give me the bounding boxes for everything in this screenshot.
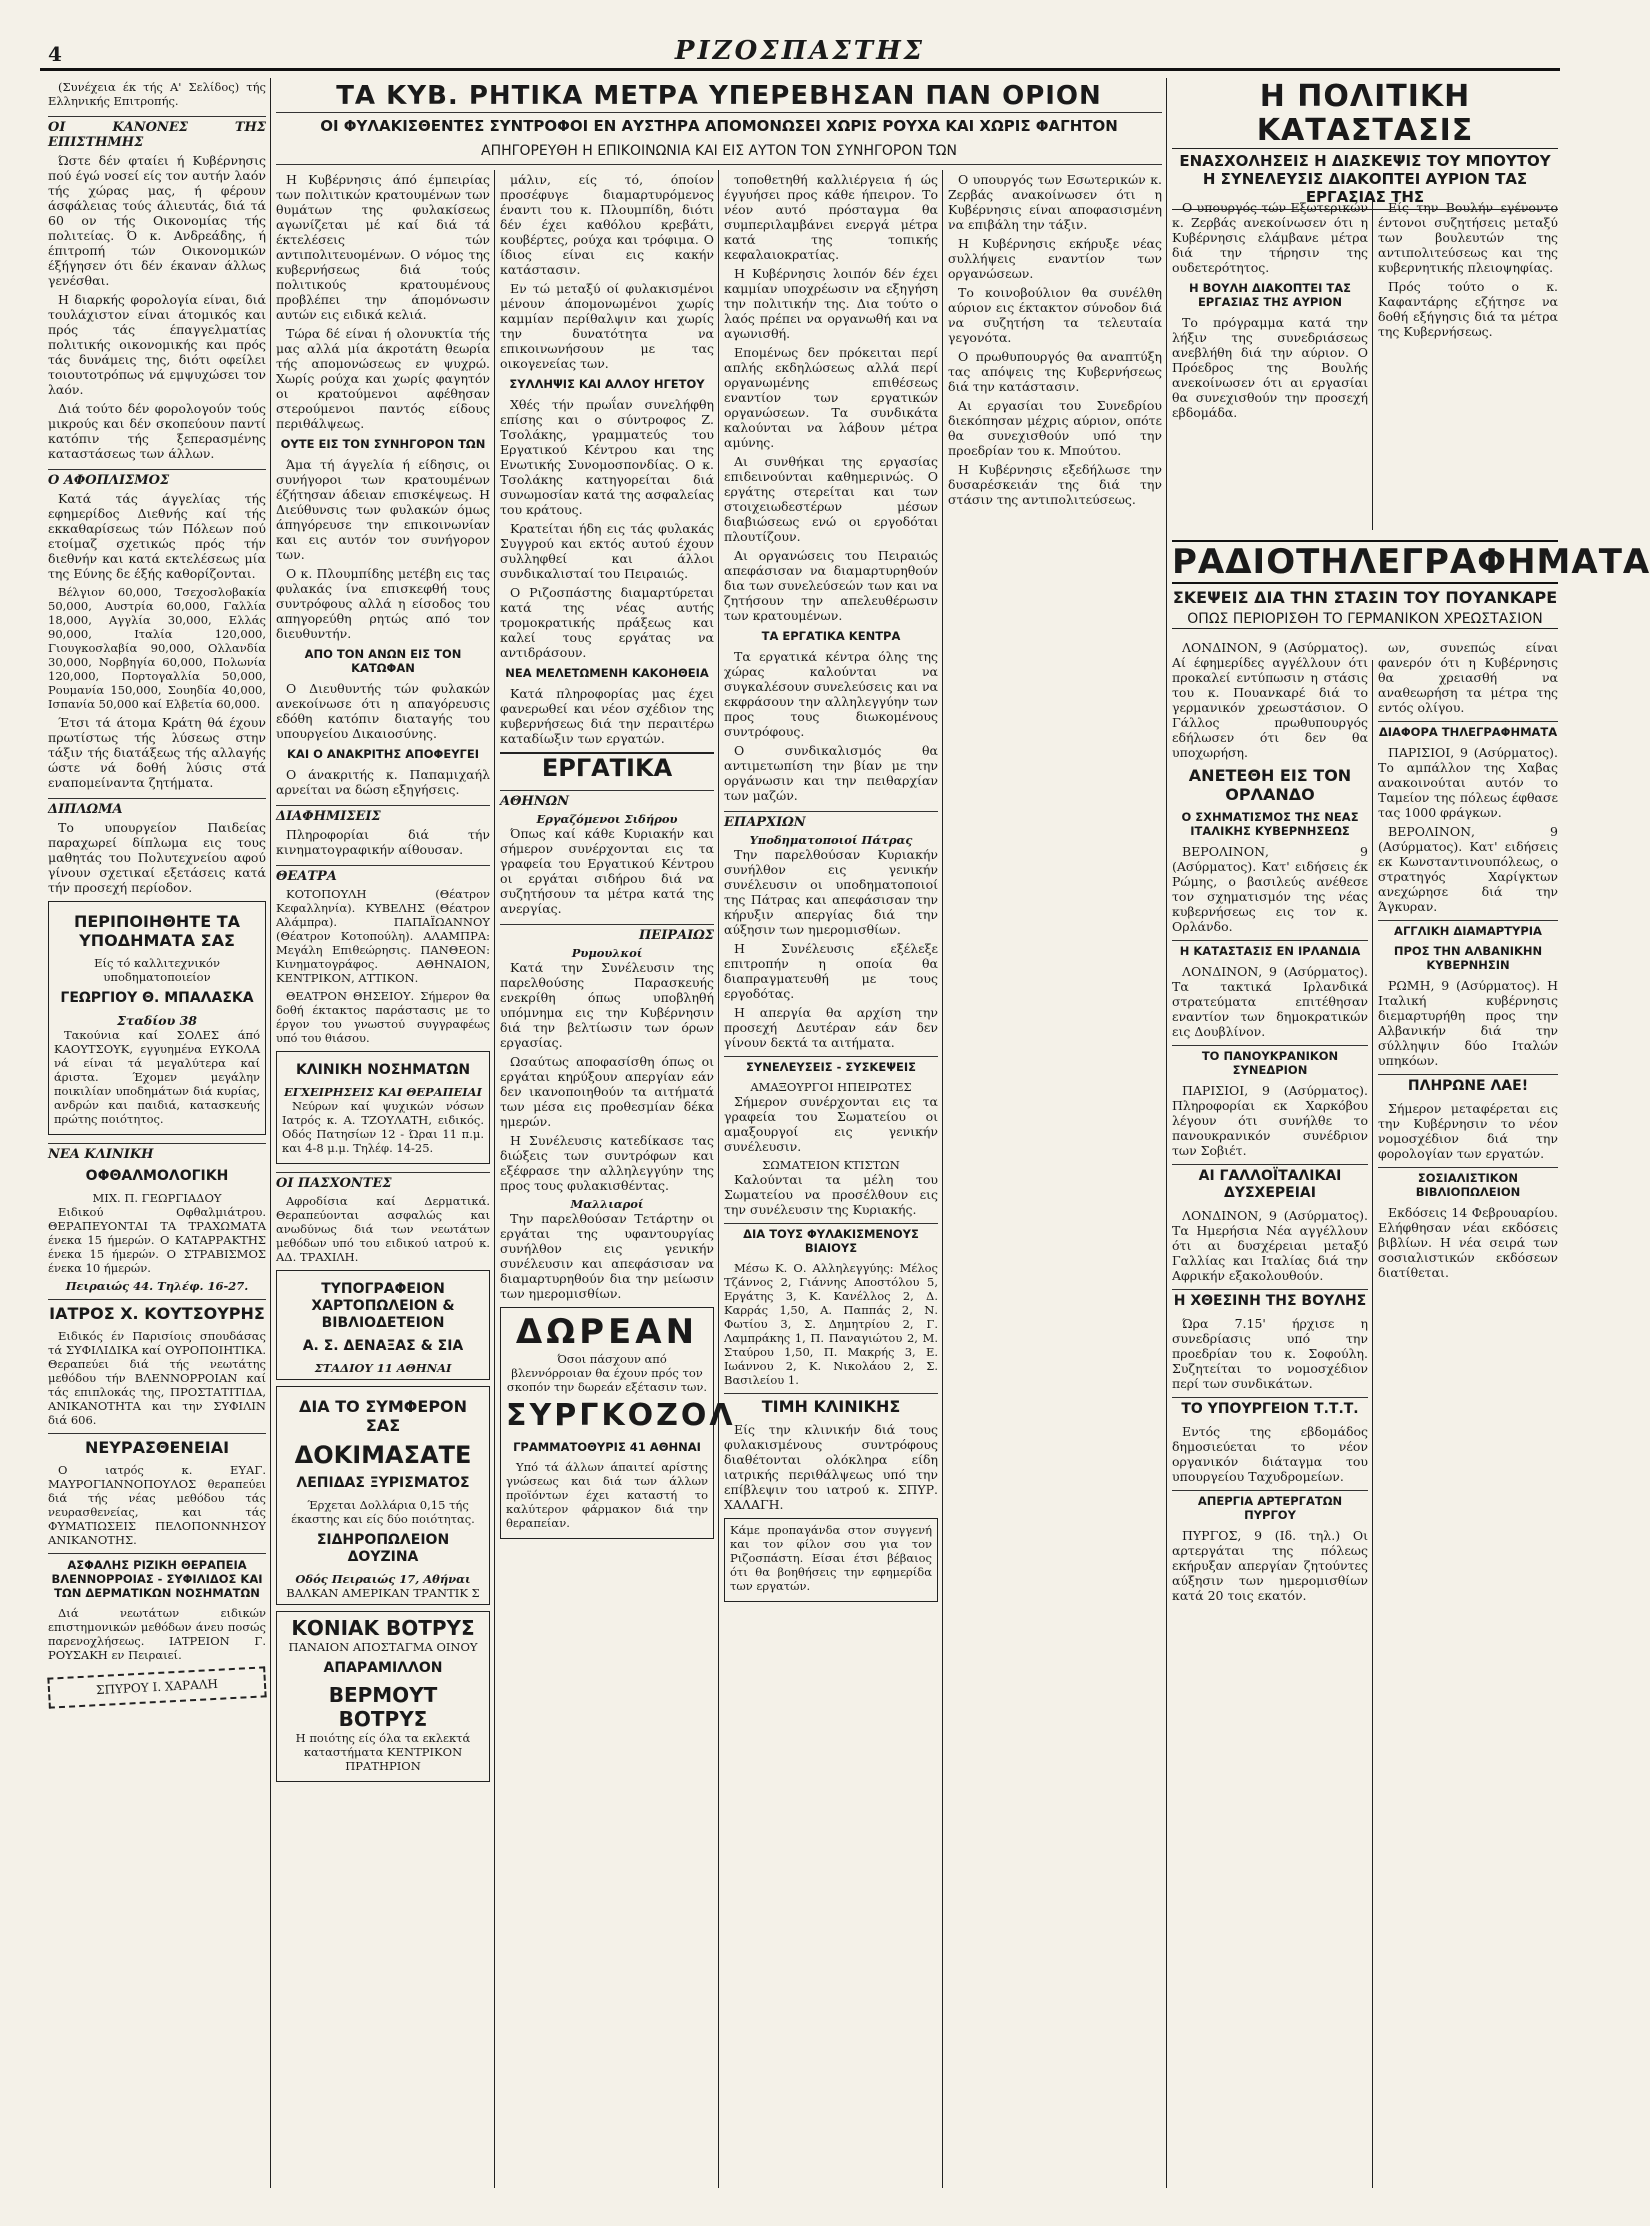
article-paragraph: Ο συνδικαλισμός θα αντιμετωπίση την βίαν με την οργάνωσιν και την πειθαρχίαν των μαζών. [724,743,938,803]
article-paragraph: Χθές τήν πρωΐαν συνελήφθη επίσης και ο σύντροφος Ζ. Τσολάκης, γραμματεύς του Εργατικού Κέντρου και της Ενωτικής Συνομοσπονδίας. Ο κ. Τσολάκης κατηγορείται διά συνωμοσίαν κατά της ασφαλείας του κράτους. [500,397,714,517]
article-paragraph: Η Συνέλευσις εξέλεξε επιτροπήν η οποία θα διαπραγματευθή με τους εργοδότας. [724,941,938,1001]
ad-title: ΙΑΤΡΟΣ Χ. ΚΟΥΤΣΟΥΡΗΣ [48,1299,266,1323]
article-subheading: ΑΠΕΡΓΙΑ ΑΡΤΕΡΓΑΤΩΝ ΠΥΡΓΟΥ [1172,1490,1368,1522]
ad-address: ΓΡΑΜΜΑΤΟΘΥΡΙΣ 41 ΑΘΗΝΑΙ [513,1440,701,1454]
article-paragraph: Ο υπουργός των Εσωτερικών κ. Ζερβάς ανακοίνωσεν ότι η Κυβέρνησις είναι αποφασισμένη να επιβάλη την τάξιν. [948,172,1162,232]
article-paragraph: Η διαρκής φορολογία είναι, διά τουλάχιστον είναι άτομικός και πρός τάς έπαγγελματίας πολιτικής οικονομικής και πρός τάς δυνάμεις της, διότι οφείλει τοιουτοτρόπως νά εμψυχώσει τον λαόν. [48,292,266,397]
column-2 [276,172,490,2190]
article-paragraph: Διά τούτο δέν φορολογούν τούς μικρούς και δέν σκοπεύουν παντί κατόπιν τής ξεπερασμένης καταστάσεως των άλλων. [48,401,266,461]
section-heading: ΑΘΗΝΩΝ [500,790,714,809]
article-paragraph: Αι συνθήκαι της εργασίας επιδεινούνται καθημερινώς. Ο εργάτης στερείται και των στοιχειωδεστέρων μέσων διαβιώσεως ενώ οι εργοδόται πλουτίζουν. [724,454,938,544]
ad-address: Οδός Πειραιώς 17, Αθήναι [295,1572,471,1586]
article-paragraph: Ο Διευθυντής τών φυλακών ανεκοίνωσε ότι η απαγόρευσις εδόθη κατόπιν διαταγής του υπουργείου Δικαιοσύνης. [276,681,490,741]
article-subheading: ΠΛΗΡΩΝΕ ΛΑΕ! [1378,1074,1558,1095]
article-subheading: Ρυμουλκοί [571,946,643,960]
propaganda-box [724,1518,938,1602]
continuation-note: (Συνέχεια έκ τής Α' Σελίδος) τής Ελληνικής Επιτροπής. [48,80,266,108]
ad-subtitle: ΑΠΑΡΑΜΙΛΛΟΝ [323,1660,443,1676]
main-subheadline-2: ΑΠΗΓΟΡΕΥΘΗ Η ΕΠΙΚΟΙΝΩΝΙΑ ΚΑΙ ΕΙΣ ΑΥΤΟΝ ΤΟΝ ΣΥΝΗΓΟΡΟΝ ΤΩΝ [276,142,1162,165]
section-heading: ΘΕΑΤΡΑ [276,865,490,884]
ad-title: ΔΟΚΙΜΑΣΑΤΕ [294,1441,472,1469]
column-4 [724,172,938,2190]
article-subheading: ΚΑΙ Ο ΑΝΑΚΡΙΤΗΣ ΑΠΟΦΕΥΓΕΙ [287,747,479,761]
article-paragraph: Έτσι τά άτομα Κράτη θά έχουν πρωτίστως τής λύσεως στην τάξιν τής διατάξεως τής αλλαγής ώστε νά δοθή λύσις στά εναπομείναντα ζητήματα. [48,715,266,790]
article-paragraph: ΛΟΝΔΙΝΟΝ, 9 (Ασύρματος). Τα Ημερήσια Νέα αγγέλλουν ότι αι δυσχέρειαι μεταξύ Γαλλίας και Ιταλίας διά την Αφρικήν εξακολουθούν. [1172,1208,1368,1283]
article-subheading: ΑΜΑΞΟΥΡΓΟΙ ΗΠΕΙΡΩΤΕΣ [750,1080,912,1094]
radio-telegrams-subtitle-2: ΟΠΩΣ ΠΕΡΙΟΡΙΣΘΗ ΤΟ ΓΕΡΜΑΝΙΚΟΝ ΧΡΕΩΣΤΑΣΙΟΝ [1172,610,1558,629]
article-paragraph: Η Κυβέρνησις λοιπόν δέν έχει καμμίαν υποχρέωσιν να εξηγήση την πολιτικήν της. Δια τούτο ο λαός πρέπει να οργανωθή και να αγωνισθή. [724,266,938,341]
section-heading: Ο ΑΦΟΠΛΙΣΜΟΣ [48,469,266,488]
main-subheadline: ΟΙ ΦΥΛΑΚΙΣΘΕΝΤΕΣ ΣΥΝΤΡΟΦΟΙ ΕΝ ΑΥΣΤΗΡΑ ΑΠΟΜΟΝΩΣΕΙ ΧΩΡΙΣ ΡΟΥΧΑ ΚΑΙ ΧΩΡΙΣ ΦΑΓΗΤΟΝ [320,117,1118,135]
ad-text: Έρχεται Δολλάρια 0,15 τής έκαστης και είς δύο ποιότητας. [291,1498,475,1526]
article-paragraph: ΛΟΝΔΙΝΟΝ, 9 (Ασύρματος). Αί έφημερίδες αγγέλλουν ότι προκαλεί εντύπωσιν η στάσις του κ. Πουανκαρέ διά το γερμανικόν χρεωστάσιον. Ο Γάλλος πρωθυπουργός εδήλωσεν ότι δεν θα υποχωρήση. [1172,640,1368,760]
article-subheading: ΤΑ ΕΡΓΑΤΙΚΑ ΚΕΝΤΡΑ [761,629,901,643]
article-paragraph: Ώστε δέν φταίει ή Κυβέρνησις πού έγώ νοσεί είς τον αυτήν λαόν τής χώρας μας, ή φέρουν άσφάλειας τούς άλιευτάς, διά τά 60 ον τής Οικονομίας τής πολιτείας. Ό κ. Ανδρεάδης, ή έπιτροπή τών Οικονομικών έξήγησεν ότι δέν έκαναν άλλως γενέσθαι. [48,153,266,288]
article-paragraph: ΒΕΡΟΛΙΝΟΝ, 9 (Ασύρματος). Κατ' ειδήσεις εκ Κωνσταντινουπόλεως, ο στρατηγός Χαρίγκτων ανεχώρησε διά την Άγκυραν. [1378,824,1558,914]
article-subheading: ΑΠΟ ΤΟΝ ΑΝΩΝ ΕΙΣ ΤΟΝ ΚΑΤΩΦΑΝ [304,647,462,675]
main-headline: ΤΑ ΚΥΒ. ΡΗΤΙΚΑ ΜΕΤΡΑ ΥΠΕΡΕΒΗΣΑΝ ΠΑΝ ΟΡΙΟΝ [276,80,1162,113]
article-paragraph: Η Κυβέρνησις άπό έμπειρίας των πολιτικών κρατουμένων των θυμάτων της φυλακίσεως αγωνίζεται μέ καί διά τά έκτελέσεις τών αντιπολιτευομένων. Ο νόμος της κυβερνήσεως διά τούς πολιτικούς κρατουμένους προβλέπει την άπομόνωσιν αυτών εις ειδικά κελιά. [276,172,490,322]
article-paragraph: Η Συνέλευσις κατεδίκασε τας διώξεις των συντρόφων και εξέφρασε την αλληλεγγύην της προς τους φυλακισθέντας. [500,1133,714,1193]
article-paragraph: Κατά την Συνέλευσιν της παρελθούσης Παρασκευής ενεκρίθη όπως υποβληθή υπόμνημα εις την Κυβέρνησιν διά την βελτίωσιν των όρων εργασίας. [500,960,714,1050]
ad-address: Σταδίου 38 [116,1013,197,1028]
section-subtitle: ΕΝΑΣΧΟΛΗΣΕΙΣ Η ΔΙΑΣΚΕΨΙΣ ΤΟΥ ΜΠΟΥΤΟΥ [1179,152,1551,170]
publisher-stamp [47,1666,266,1708]
article-paragraph: τοποθετηθή καλλιέργεια ή ώς έγγυήσει προς κάθε ήπειρον. Το νέον αυτό πρόσταγμα θα συμπεριλαμβάνει ενεργά μέτρα κατά της τοπικής κεφαλαιοκρατίας. [724,172,938,262]
section-heading: ΔΙΑΦΗΜΙΣΕΙΣ [276,805,490,824]
ad-title: ΠΕΡΙΠΟΙΗΘΗΤΕ ΤΑ ΥΠΟΔΗΜΑΤΑ ΣΑΣ [73,912,241,950]
article-subheading: ΣΩΜΑΤΕΙΟΝ ΚΤΙΣΤΩΝ [762,1158,900,1172]
article-paragraph: Τα εργατικά κέντρα όλης της χώρας καλούνται να συγκαλέσουν συνελεύσεις και να εκφράσουν την αλληλεγγύην των προς τους διωκομένους συντρόφους. [724,649,938,739]
article-paragraph: Ο Ριζοσπάστης διαμαρτύρεται κατά της νέας αυτής τρομοκρατικής πράξεως και καλεί τους εργάτας να αντιδράσουν. [500,585,714,660]
paper-name: ΡΙΖΟΣΠΑΣΤΗΣ [674,36,926,66]
article-paragraph: Ώρα 7.15' ήρχισε η συνεδρίασις υπό την προεδρίαν του κ. Σοφούλη. Συζητείται το νομοσχέδιον περί των συνδικάτων. [1172,1316,1368,1391]
article-subheading: Εργαζόμενοι Σιδήρου [536,812,678,826]
clinic-advertisement [276,1051,490,1164]
article-paragraph: ΡΩΜΗ, 9 (Ασύρματος). Η Ιταλική κυβέρνησις διεμαρτυρήθη προς την Αλβανικήν διά την σύλληψιν δύο Ιταλών υπηκόων. [1378,978,1558,1068]
ad-address: Πειραιώς 44. Τηλέφ. 16-27. [65,1279,249,1293]
article-paragraph: Αι οργανώσεις του Πειραιώς απεφάσισαν να διαμαρτυρηθούν δια των συνελεύσεών των και να ζητήσουν την απελευθέρωσιν των κρατουμένων. [724,548,938,623]
article-paragraph: ΠΑΡΙΣΙΟΙ, 9 (Ασύρματος). Το αμπάλλον της Χαβας ανακοινούται αυτόν το Ταμείον της πόλεως έφθασε τας 1000 φράγκων. [1378,745,1558,820]
article-paragraph: Κατά πληροφορίας μας έχει φανερωθεί και νέον σχέδιον της κυβερνήσεως διά την περαιτέρω καταδίωξιν των εργατών. [500,686,714,746]
article-subheading: ΤΙΜΗ ΚΛΙΝΙΚΗΣ [724,1393,938,1416]
article-paragraph: ΚΟΤΟΠΟΥΛΗ (Θέατρον Κεφαλληνία). ΚΥΒΕΛΗΣ (Θέατρον Αλάμπρα). ΠΑΠΑΪΩΑΝΝΟΥ (Θέατρον Κοτοπούλη). ΑΛΑΜΠΡΑ: Μεγάλη Επιθεώρησις. ΠΑΝΘΕΟΝ: Κινηματογράφος. ΑΘΗΝΑΙΟΝ, ΚΕΝΤΡΙΚΟΝ, ΑΤΤΙΚΟΝ. [276,887,490,985]
article-subheading: Η ΧΘΕΣΙΝΗ ΤΗΣ ΒΟΥΛΗΣ [1172,1289,1368,1310]
ad-title: ΔΙΑ ΤΟ ΣΥΜΦΕΡΟΝ ΣΑΣ [298,1397,468,1435]
ad-subtitle: ΜΙΧ. Π. ΓΕΩΡΓΙΑΔΟΥ [92,1191,222,1205]
article-paragraph: Το υπουργείον Παιδείας παραχωρεί δίπλωμα εις τους μαθητάς του Πολυτεχνείου αφού γίνουν σχετικαί εξετάσεις κατά τήν προσεχή περίοδον. [48,820,266,895]
article-paragraph: Η Κυβέρνησις εξεδήλωσε την δυσαρέσκειάν της διά την στάσιν της αντιπολιτεύσεως. [948,462,1162,507]
column-rule [270,78,271,2188]
article-subheading: ΣΥΛΛΗΨΙΣ ΚΑΙ ΑΛΛΟΥ ΗΓΕΤΟΥ [509,377,705,391]
column-rule [1372,200,1373,530]
ad-name: Α. Σ. ΔΕΝΑΞΑΣ & ΣΙΑ [302,1338,464,1354]
print-shop-advertisement [276,1270,490,1380]
article-subheading: Η ΒΟΥΛΗ ΔΙΑΚΟΠΤΕΙ ΤΑΣ ΕΡΓΑΣΙΑΣ ΤΗΣ ΑΥΡΙΟΝ [1189,281,1351,309]
article-paragraph: Ο υπουργός τών Εξωτερικών κ. Ζερβάς ανεκοίνωσεν ότι η Κυβέρνησις ελάμβανε μέτρα διά την τήρησιν της ουδετερότητος. [1172,200,1368,275]
ad-text: Όσοι πάσχουν από βλεννόρροιαν θα έχουν πρός τον σκοπόν την δωρεάν εξέτασιν των. [506,1352,708,1394]
article-paragraph: Μέσω Κ. Ο. Αλληλεγγύης: Μέλος Τζάννος 2, Γιάννης Αποστόλου 5, Εργάτης 3, Κ. Κανέλλος 2, Δ. Καρράς 1,50, Α. Παππάς 2, Ν. Φωτίου 3, Σ. Δημητρίου 2, Γ. Λαμπράκης 1, Π. Παναγιώτου 2, Μ. Σταύρου 1,50, Π. Μακρής 3, Ε. Ιωάννου 2, Κ. Νικολάου 2, Σ. Βασιλείου 1. [724,1261,938,1387]
column-7 [1378,640,1558,2190]
article-paragraph: Το πρόγραμμα κατά την λήξιν της συνεδριάσεως ανεβλήθη διά την αύριον. Ο Πρόεδρος της Βουλής ανεκοίνωσεν ότι αι εργασίαι θα συνεχισθούν την προσεχή εβδομάδα. [1172,315,1368,420]
column-rule [1166,78,1167,2188]
article-paragraph: Αι εργασίαι του Συνεδρίου διεκόπησαν μέχρις αύριον, οπότε θα συνεχισθούν υπό την προεδρίαν του κ. Μπούτου. [948,398,1162,458]
article-subheading: ΔΙΑΦΟΡΑ ΤΗΛΕΓΡΑΦΗΜΑΤΑ [1378,721,1558,739]
article-subheading: Ο ΣΧΗΜΑΤΙΣΜΟΣ ΤΗΣ ΝΕΑΣ ΙΤΑΛΙΚΗΣ ΚΥΒΕΡΝΗΣΕΩΣ [1181,810,1359,838]
article-paragraph: Ο κ. Πλουμπίδης μετέβη εις τας φυλακάς ίνα επισκεφθή τους συντρόφους αλλά η είσοδος του απηγορεύθη ρητώς από τον διευθυντήν. [276,566,490,641]
article-paragraph: Το κοινοβούλιον θα συνέλθη αύριον εις έκτακτον σύνοδον διά να συζητήση τα τελευταία γεγονότα. [948,285,1162,345]
article-subheading: ΣΥΝΕΛΕΥΣΕΙΣ - ΣΥΣΚΕΨΕΙΣ [724,1056,938,1074]
free-treatment-advertisement [500,1307,736,1539]
article-paragraph: Σήμερον μεταφέρεται εις την Κυβέρνησιν το νέον νομοσχέδιον διά την φορολογίαν των εργατών. [1378,1101,1558,1161]
article-paragraph: ΒΕΡΟΛΙΝΟΝ, 9 (Ασύρματος). Κατ' ειδήσεις έκ Ρώμης, ο βασιλεύς ανέθεσε τον σχηματισμόν της νέας κυβερνήσεως εις τον κ. Ορλάνδο. [1172,844,1368,934]
column-6-top [1172,200,1368,530]
article-paragraph: Την παρελθούσαν Κυριακήν συνήλθον εις γενικήν συνέλευσιν οι υποδηματοποιοί της Πάτρας και απεφάσισαν την κήρυξιν απεργίας διά την αύξησιν των ημερομισθίων. [724,847,938,937]
article-paragraph: Ο πρωθυπουργός θα αναπτύξη τας απόψεις της Κυβερνήσεως διά την κατάστασιν. [948,349,1162,394]
ad-title: ΒΕΡΜΟΥΤ ΒΟΤΡΥΣ [328,1683,438,1731]
column-5 [948,172,1162,2190]
article-paragraph: Σήμερον συνέρχονται εις τα γραφεία του Σωματείου οι αμαξουργοί εις γενικήν συνέλευσιν. [724,1094,938,1154]
article-paragraph: Είς την Βουλήν εγένοντο έντονοι συζητήσεις μεταξύ των βουλευτών της αντιπολιτεύσεως και της κυβερνητικής πλειοψηφίας. [1378,200,1558,275]
section-subtitle: Η ΣΥΝΕΛΕΥΣΙΣ ΔΙΑΚΟΠΤΕΙ ΑΥΡΙΟΝ ΤΑΣ ΕΡΓΑΣΙΑΣ ΤΗΣ [1172,170,1558,210]
ad-address: ΣΤΑΔΙΟΥ 11 ΑΘΗΝΑΙ [314,1361,452,1375]
page-number: 4 [48,42,62,66]
article-paragraph: Η Κυβέρνησις εκήρυξε νέας συλλήψεις εναντίον των οργανώσεων. [948,236,1162,281]
article-paragraph: Εν τώ μεταξύ οί φυλακισμένοι μένουν άπομονωμένοι χωρίς καμμίαν περίθαλψιν και χωρίς την δυνατότητα να επικοινωνήσουν με τας οικογενείας των. [500,281,714,371]
section-heading: ΟΙ ΠΑΣΧΟΝΤΕΣ [276,1172,490,1191]
ad-name: ΓΕΩΡΓΙΟΥ Θ. ΜΠΑΛΑΣΚΑ [60,990,254,1006]
article-paragraph: Την παρελθούσαν Τετάρτην οι εργάται της υφαντουργίας συνήλθον εις γενικήν συνέλευσιν και απεφάσισαν να διαμαρτυρηθούν δια την μείωσιν των ημερομισθίων. [500,1211,714,1301]
section-heading: ΠΕΙΡΑΙΩΣ [500,924,714,943]
article-paragraph: ΠΥΡΓΟΣ, 9 (Ιδ. τηλ.) Οι αρτεργάται της πόλεως εκήρυξαν απεργίαν ζητούντες αύξησιν των ημερομισθίων κατά 20 τοις εκατόν. [1172,1528,1368,1603]
ad-title: ΑΣΦΑΛΗΣ ΡΙΖΙΚΗ ΘΕΡΑΠΕΙΑ ΒΛΕΝΝΟΡΡΟΙΑΣ - ΣΥΦΙΛΙΔΟΣ ΚΑΙ ΤΩΝ ΔΕΡΜΑΤΙΚΩΝ ΝΟΣΗΜΑΤΩΝ [48,1553,266,1600]
column-6 [1172,640,1368,2190]
article-paragraph: μάλιν, είς τό, όποίον προσέφυγε διαμαρτυρόμενος έναντι του κ. Πλουμπίδη, διότι δέν έχει καθόλου κρεβάτι, κουβέρτες, ρούχα και τρόφιμα. Ο ίδιος είναι εις κακήν κατάστασιν. [500,172,714,277]
ad-text: Η ποιότης είς όλα τα εκλεκτά καταστήματα ΚΕΝΤΡΙΚΟΝ ΠΡΑΤΗΡΙΟΝ [295,1731,471,1773]
article-paragraph: Άμα τή άγγελία ή είδησις, οι συνήγοροι των κρατουμένων έζήτησαν άδειαν επισκέψεως. Η Διεύθυνσις των φυλακών όμως άπηγόρευσε την επικοινωνίαν και εις αυτόν τον συνήγορον των. [276,457,490,562]
article-paragraph: Η απεργία θα αρχίση την προσεχή Δευτέραν εάν δεν γίνουν δεκτά τα αιτήματα. [724,1005,938,1050]
article-subheading: ΠΡΟΣ ΤΗΝ ΑΛΒΑΝΙΚΗΝ ΚΥΒΕΡΝΗΣΙΝ [1393,944,1543,972]
section-heading: ΝΕΑ ΚΛΙΝΙΚΗ [48,1143,266,1162]
ad-title: ΤΥΠΟΓΡΑΦΕΙΟΝ ΧΑΡΤΟΠΩΛΕΙΟΝ & ΒΙΒΛΙΟΔΕΤΕΙΟΝ [311,1281,455,1331]
section-heading: ΕΠΑΡΧΙΩΝ [724,811,938,830]
stamp-text: ΣΠΥΡΟΥ Ι. ΧΑΡΑΛΗ [95,1676,219,1698]
cognac-advertisement [276,1611,490,1782]
column-rule [1372,660,1373,2188]
article-subheading: ΑΙ ΓΑΛΛΟΪΤΑΛΙΚΑΙ ΔΥΣΧΕΡΕΙΑΙ [1172,1164,1368,1202]
column-rule [718,170,719,2188]
article-subheading: Μαλλιαροί [570,1197,644,1211]
article-subheading: ΟΥΤΕ ΕΙΣ ΤΟΝ ΣΥΝΗΓΟΡΟΝ ΤΩΝ [280,437,486,451]
ad-text: Κάμε προπαγάνδα στον συγγενή και τον φίλον σου για τον Ριζοσπάστη. Είσαι έτσι βέβαιος ότι θα βοηθήσεις την εφημερίδα των εργατών. [730,1523,932,1593]
ad-subtitle: ΛΕΠΙΔΑΣ ΞΥΡΙΣΜΑΤΟΣ [296,1475,470,1491]
article-paragraph: ων, συνεπώς είναι φανερόν ότι η Κυβέρνησις θα χρειασθή να αναθεωρήση τα μέτρα της εντός ολίγου. [1378,640,1558,715]
ad-subtitle: ΠΑΝΑΙΟΝ ΑΠΟΣΤΑΓΜΑ ΟΙΝΟΥ [288,1640,478,1654]
article-paragraph: Εντός της εβδομάδος δημοσιεύεται το νέον οργανικόν διάταγμα του υπουργείου Ταχυδρομείων. [1172,1424,1368,1484]
ad-text: Διά νεωτάτων ειδικών επιστημονικών μεθόδων άνευ ποσώς παρενοχλήσεως. ΙΑΤΡΕΙΟΝ Γ. ΡΟΥΣΑΚΗ εν Πειραιεί. [48,1606,266,1662]
article-paragraph: Όπως καί κάθε Κυριακήν και σήμερον συνέρχονται εις τα γραφεία του Εργατικού Κέντρου οι εργάται σιδήρου διά να συζητήσουν τα μέτρα κατά της ανεργίας. [500,826,714,916]
article-paragraph: Εκδόσεις 14 Φεβρουαρίου. Ελήφθησαν νέαι εκδόσεις βιβλίων. Η νέα σειρά των σοσιαλιστικών εκδόσεων διατίθεται. [1378,1205,1558,1280]
article-paragraph: Καλούνται τα μέλη του Σωματείου να προσέλθουν εις την συνέλευσιν της Κυριακής. [724,1172,938,1217]
article-subheading: ΤΟ ΠΑΝΟΥΚΡΑΝΙΚΟΝ ΣΥΝΕΔΡΙΟΝ [1172,1045,1368,1077]
ad-subtitle: ΒΑΛΚΑΝ ΑΜΕΡΙΚΑΝ ΤΡΑΝΤΙΚ Σ [286,1586,480,1600]
article-subheading: ΑΓΓΛΙΚΗ ΔΙΑΜΑΡΤΥΡΙΑ [1378,920,1558,938]
ad-title: ΣΥΡΓΚΟΖΟΛ [506,1398,736,1433]
article-subheading: ΤΟ ΥΠΟΥΡΓΕΙΟΝ Τ.Τ.Τ. [1172,1397,1368,1418]
ad-text: Υπό τά άλλων άπαιτεί αρίστης γνώσεως και διά των άλλων προϊόντων έχει καταστή το καλύτερον φάρμακον διά την θεραπείαν. [506,1460,708,1530]
ad-title: ΣΙΔΗΡΟΠΩΛΕΙΟΝ ΔΟΥΖΙΝΑ [316,1532,450,1565]
article-subheading: ΔΙΑ ΤΟΥΣ ΦΥΛΑΚΙΣΜΕΝΟΥΣ ΒΙΑΙΟΥΣ [724,1223,938,1255]
article-paragraph: Αφροδίσια καί Δερματικά. Θεραπεύονται ασφαλώς και ανωδύνως διά των νεωτάτων μεθόδων υπό του ειδικού ιατρού κ. ΑΔ. ΤΡΑΧΙΛΗ. [276,1194,490,1264]
section-heading: ΕΡΓΑΤΙΚΑ [500,752,714,782]
article-paragraph: Πρός τούτο ο κ. Καφαντάρης εζήτησε να δοθή εξήγησις διά τα μέτρα της Κυβερνήσεως. [1378,279,1558,339]
article-paragraph: Κατά τάς άγγελίας τής εφημερίδος Διεθνής καί τής εκκαθαρίσεως τών Πόλεων πού ετοίμαζ σχετικώς πρός τήν διεθνήν και κατά εκτελέσεως μία της Εύνης δε έξής καθορίζονται. [48,491,266,581]
article-subheading: Η ΚΑΤΑΣΤΑΣΙΣ ΕΝ ΙΡΛΑΝΔΙΑ [1172,940,1368,958]
ad-text: Νεύρων καί ψυχικών νόσων Ιατρός κ. Α. ΤΖΟΥΛΑΤΗ, ειδικός. Οδός Πατησίων 12 - Ώραι 11 π.μ. και 4-8 μ.μ. Τηλέφ. 14-25. [282,1099,484,1155]
article-subheading: Υποδηματοποιοί Πάτρας [749,833,913,847]
ad-subtitle: ΕΓΧΕΙΡΗΣΕΙΣ ΚΑΙ ΘΕΡΑΠΕΙΑΙ [284,1085,482,1099]
column-rule [494,170,495,2188]
ad-title: ΚΛΙΝΙΚΗ ΝΟΣΗΜΑΤΩΝ [295,1062,471,1078]
article-paragraph: Βέλγιον 60,000, Τσεχοσλοβακία 50,000, Αυστρία 60,000, Γαλλία 18,000, Αγγλία 30,000, Ελλάς 90,000, Ιταλία 120,000, Γιουγκοσλαβία 90,000, Ολλανδία 30,000, Νορβηγία 60,000, Πολωνία 120,000, Πορτογαλλία 50,000, Ρουμανία 150,000, Σουηδία 40,000, Ισπανία 50,000 καί Ελβετία 60,000. [48,585,266,711]
ad-title: ΟΦΘΑΛΜΟΛΟΓΙΚΗ [85,1168,229,1184]
article-paragraph: Επομένως δεν πρόκειται περί απλής εκδηλώσεως αλλά περί οργανωμένης επιθέσεως εναντίον των εργατικών οργανώσεων. Τα συνδικάτα καλούνται να λάβουν μέτρα αμύνης. [724,345,938,450]
radio-telegrams-title: ΡΑΔΙΟΤΗΛΕΓΡΑΦΗΜΑΤΑ [1172,542,1650,582]
column-rule [942,170,943,2188]
ad-title: ΝΕΥΡΑΣΘΕΝΕΙΑΙ [48,1433,266,1457]
article-subheading: ΑΝΕΤΕΘΗ ΕΙΣ ΤΟΝ ΟΡΛΑΝΔΟ [1188,766,1352,804]
column-1 [48,80,266,2190]
column-3 [500,172,736,2190]
section-heading: ΔΙΠΛΩΜΑ [48,798,266,817]
ad-text: Ο ιατρός κ. ΕΥΑΓ. ΜΑΥΡΟΓΙΑΝΝΟΠΟΥΛΟΣ θεραπεύει διά τής νέας μεθόδου τάς νευρασθενείας, και τάς ΦΥΜΑΤΙΩΣΕΙΣ ΠΕΛΟΠΟΝΝΗΣΟΥ ΑΝΙΚΑΝΟΤΗΣ. [48,1463,266,1547]
column-7-top [1378,200,1558,530]
shoe-advertisement [48,901,266,1135]
ad-text: Ειδικού Οφθαλμιάτρου. ΘΕΡΑΠΕΥΟΝΤΑΙ ΤΑ ΤΡΑΧΩΜΑΤΑ ένεκα 15 ήμερών. Ο ΚΑΤΑΡΡΑΚΤΗΣ ένεκα 15 ήμερών. Ο ΣΤΡΑΒΙΣΜΟΣ ένεκα 10 ήμερών. [48,1205,266,1275]
article-paragraph: Τώρα δέ είναι ή ολονυκτία τής μας αλλά μία άκροτάτη θεωρία τής απομονώσεως εν ψυχρώ. Χωρίς ρούχα και χωρίς φαγητόν οι κρατούμενοι αφέθησαν στερούμενοι παντός είδους περιθάλψεως. [276,326,490,431]
ad-subtitle: Είς τό καλλιτεχνικόν υποδηματοποιείον [94,956,220,984]
article-paragraph: ΠΑΡΙΣΙΟΙ, 9 (Ασύρματος). Πληροφορίαι εκ Χαρκόβου λέγουν ότι συνήλθε το πανουκρανικόν συνέδριον των Σοβιέτ. [1172,1083,1368,1158]
razor-advertisement [276,1386,490,1605]
political-situation-section [1172,80,1558,210]
radio-telegrams-subtitle: ΣΚΕΨΕΙΣ ΔΙΑ ΤΗΝ ΣΤΑΣΙΝ ΤΟΥ ΠΟΥΑΝΚΑΡΕ [1172,588,1558,607]
ad-title: ΔΩΡΕΑΝ [515,1312,699,1352]
article-paragraph: Είς την κλινικήν διά τους φυλακισμένους συντρόφους διαθέτονται ολόκληρα είδη ιατρικής περιθάλψεως υπό την επίβλεψιν του ιατρού κ. ΣΠΥΡ. ΧΑΛΑΓΗ. [724,1422,938,1512]
section-title: Η ΠΟΛΙΤΙΚΗ ΚΑΤΑΣΤΑΣΙΣ [1172,80,1558,149]
article-paragraph: ΛΟΝΔΙΝΟΝ, 9 (Ασύρματος). Τα τακτικά Ιρλανδικά στρατεύματα επιτέθησαν εναντίον των δημοκρατικών εις Δουβλίνον. [1172,964,1368,1039]
article-subheading: ΣΟΣΙΑΛΙΣΤΙΚΟΝ ΒΙΒΛΙΟΠΩΛΕΙΟΝ [1378,1167,1558,1199]
masthead [40,38,1560,71]
article-paragraph: Ο άνακριτής κ. Παπαμιχαήλ αρνείται να δώση εξηγήσεις. [276,767,490,797]
ad-text: Τακούνια καί ΣΟΛΕΣ άπό ΚΑΟΥΤΣΟΥΚ, εγγυημένα ΕΥΚΟΛΑ νά είναι τά μεγαλύτερα καί άριστα. Έχομεν μεγάλην ποικιλίαν υποδημάτων διά κυρίας, ανδρών και παιδιά, κατασκευής πρώτης ποιότητος. [54,1028,260,1126]
article-paragraph: ΘΕΑΤΡΟΝ ΘΗΣΕΙΟΥ. Σήμερον θα δοθή έκτακτος παράστασις με το έργον του γνωστού συγγραφέως υπό του θιάσου. [276,989,490,1045]
article-subheading: ΝΕΑ ΜΕΛΕΤΩΜΕΝΗ ΚΑΚΟΗΘΕΙΑ [505,666,709,680]
ad-title: ΚΟΝΙΑΚ ΒΟΤΡΥΣ [291,1616,475,1640]
section-heading: ΟΙ ΚΑΝΟΝΕΣ ΤΗΣ ΕΠΙΣΤΗΜΗΣ [48,116,266,150]
article-paragraph: Πληροφορίαι διά τήν κινηματογραφικήν αίθουσαν. [276,827,490,857]
article-paragraph: Ωσαύτως αποφασίσθη όπως οι εργάται κηρύξουν απεργίαν εάν δεν ικανοποιηθούν τα αιτήματά των μέσα εις προθεσμίαν δέκα ημερών. [500,1054,714,1129]
article-paragraph: Κρατείται ήδη εις τάς φυλακάς Συγγρού και εκτός αυτού έχουν συλληφθεί και άλλοι συνδικαλισταί του Πειραιώς. [500,521,714,581]
ad-text: Ειδικός έν Παρισίοις σπουδάσας τά ΣΥΦΙΛΙΔΙΚΑ καί ΟΥΡΟΠΟΙΗΤΙΚΑ. Θεραπεύει διά τής νεωτάτης μεθόδου τήν ΒΛΕΝΝΟΡΡΟΙΑΝ καί τάς επιπλοκάς της, ΠΡΟΣΤΑΤΙΤΙΔΑ, ΑΝΙΚΑΝΟΤΗΤΑ και την ΣΥΦΙΛΙΝ διά 606. [48,1329,266,1427]
